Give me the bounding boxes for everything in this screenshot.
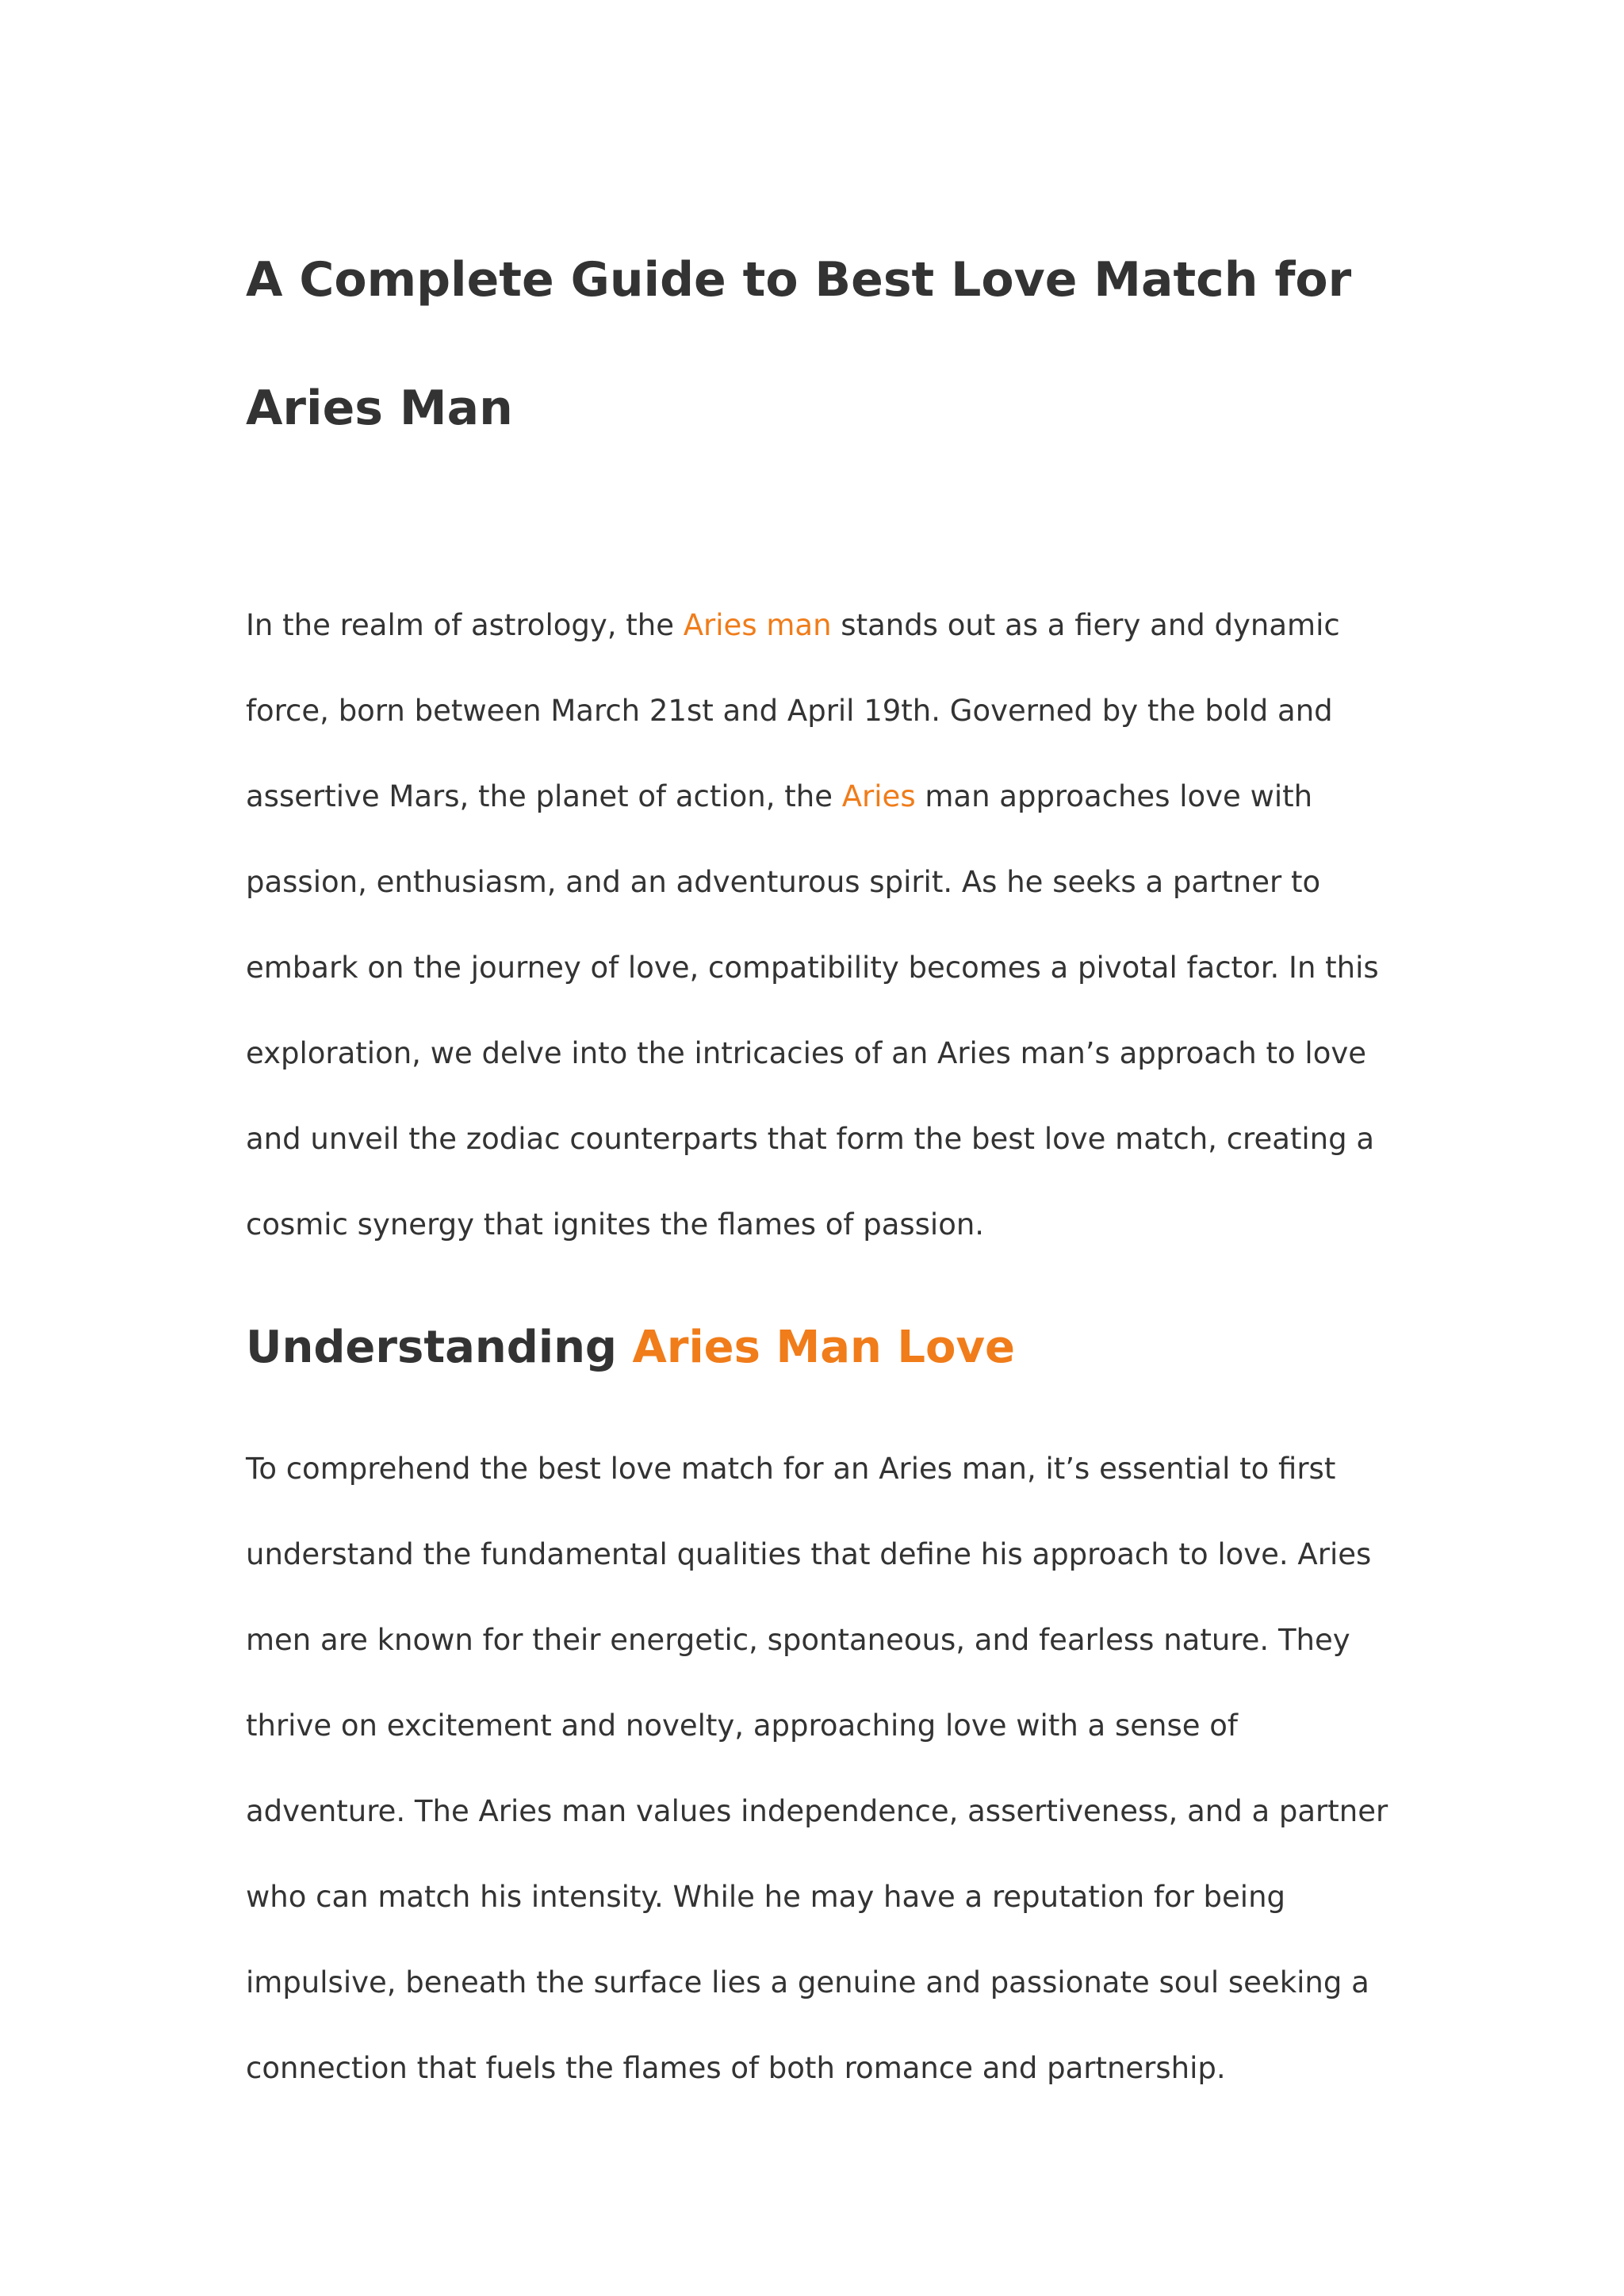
aries-link[interactable]: Aries [841,779,916,813]
aries-man-love-link[interactable]: Aries Man Love [632,1322,1015,1373]
section-paragraph: To comprehend the best love match for an Aries man, it’s essential to first understand the fundamental qualities that define his approach to love. Aries men are known for their energetic, spontaneous, and fearless nature. They thrive on excitement and novelty, approaching love with a sense of adventure. The Aries man values independence, assertiveness, and a partner who can match his intensity. While he may have a reputation for being impulsive, beneath the surface lies a genuine and passionate soul seeking a connection that fuels the flames of both romance and partnership. [246,1452,1388,2085]
section-heading-prefix: Understanding [246,1322,633,1373]
intro-paragraph [246,583,1404,1268]
article-title: A Complete Guide to Best Love Match for Aries Man [246,252,1352,436]
intro-text-1: In the realm of astrology, the [246,608,684,642]
aries-man-link[interactable]: Aries man [683,608,832,642]
section-heading [246,1308,1404,1387]
intro-text-2: stands out as a fiery and dynamic force, born between March 21st and April 19th. Governed by the bold and assertive Mars, the planet of action, the [246,608,1340,813]
intro-text-3: man approaches love with passion, enthusiasm, and an adventurous spirit. As he seeks a partner to embark on the journey of love, compatibility becomes a pivotal factor. In this exploration, we delve into the intricacies of an Aries man’s approach to love and unveil the zodiac counterparts that form the best love match, creating a cosmic synergy that ignites the flames of passion. [246,779,1379,1242]
